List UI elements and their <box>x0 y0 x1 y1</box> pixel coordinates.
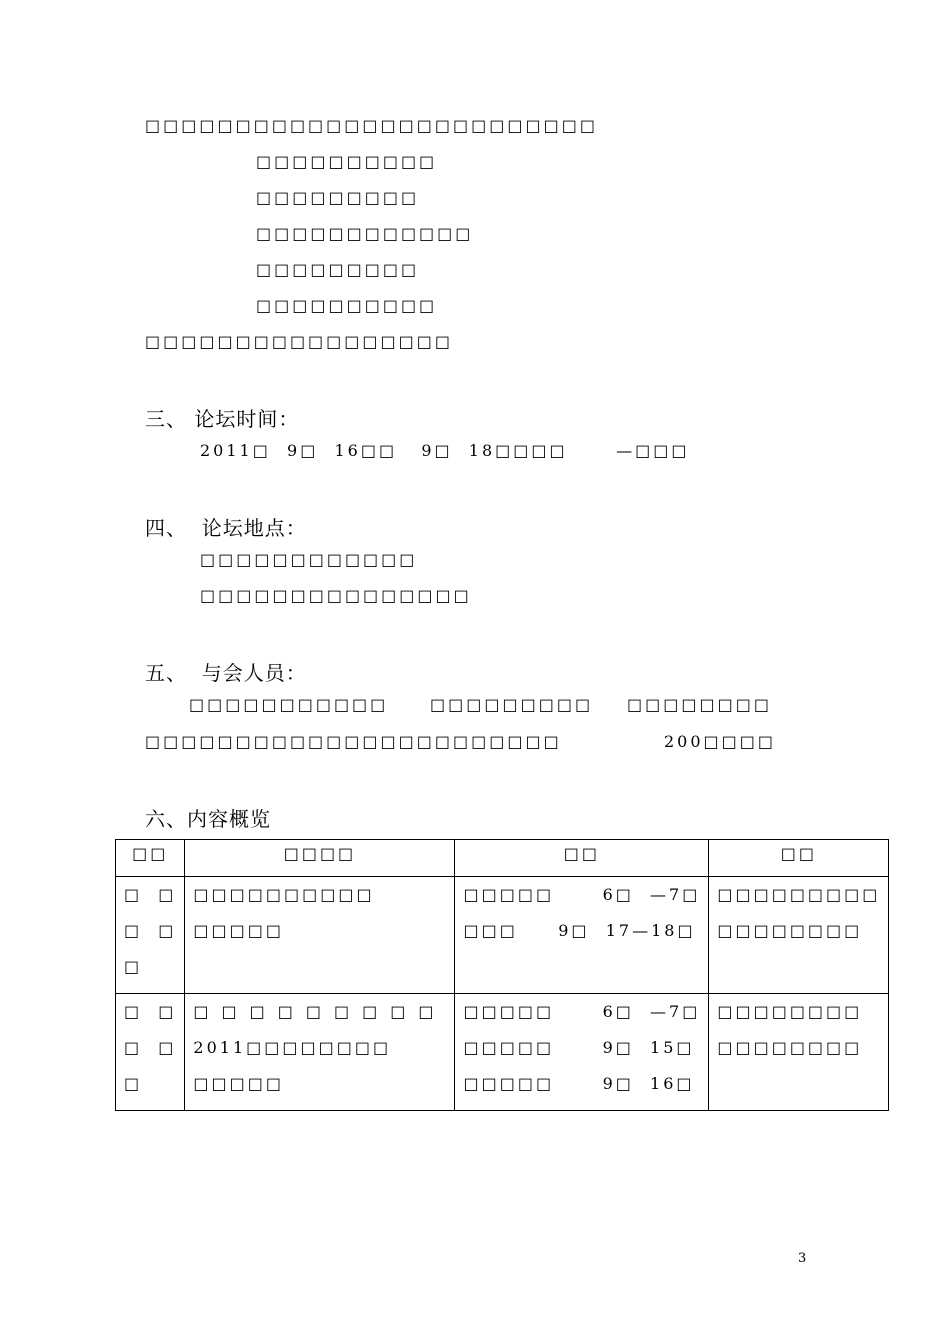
section-3-heading: 三、 论坛时间： <box>145 407 300 431</box>
table-cell <box>116 877 185 994</box>
cell-line: □ □ <box>124 1038 177 1057</box>
cell-line: □□□□□ 9□ 16□ <box>463 1074 695 1093</box>
cell-line: □□□□□ 9□ 15□ <box>463 1038 695 1057</box>
cell-line: □□□□□□□□ <box>717 1002 863 1021</box>
page-number: 3 <box>798 1251 807 1266</box>
section-6-heading: 六、内容概览 <box>145 807 271 831</box>
cell-line: □□□ 9□ 17—18□ <box>463 921 696 940</box>
text-line-1: □□□□□□□□□□□□□□□□□□□□□□□□□ <box>145 116 598 135</box>
cell-line: □□□□□□□□ <box>717 1038 863 1057</box>
table-header-cell: □□ <box>455 840 709 877</box>
text-line-6: □□□□□□□□□□ <box>256 296 438 315</box>
attendees-line-1a: □□□□□□□□□□□ <box>189 695 389 714</box>
cell-line: □□□□□□□□□□ <box>193 885 375 904</box>
forum-location-line-2: □□□□□□□□□□□□□□□ <box>200 586 472 605</box>
table-header-cell: □□□□ <box>185 840 455 877</box>
cell-line: □ <box>124 957 143 976</box>
cell-line: □□□□□□□□□ <box>193 1002 447 1021</box>
attendees-line-2a: □□□□□□□□□□□□□□□□□□□□□□□ <box>145 732 562 751</box>
cell-line: □□□□□ <box>193 921 284 940</box>
table-header-row <box>116 840 889 877</box>
content-overview-table <box>115 839 889 1111</box>
section-5-heading: 五、 与会人员： <box>145 661 307 685</box>
cell-line: □□□□□ 6□ —7□ <box>463 1002 701 1021</box>
cell-line: □ □ <box>124 885 177 904</box>
section-4-heading: 四、 论坛地点： <box>145 516 307 540</box>
cell-line: □ □ <box>124 921 177 940</box>
table-cell <box>185 994 455 1111</box>
text-line-3: □□□□□□□□□ <box>256 188 420 207</box>
cell-line: □□□□□ 6□ —7□ <box>463 885 701 904</box>
table-cell <box>709 877 889 994</box>
forum-location-line-1: □□□□□□□□□□□□ <box>200 550 418 569</box>
forum-time-line: 2011□ 9□ 16□□ 9□ 18□□□□ —□□□ <box>200 441 690 460</box>
cell-line: □□□□□□□□□ <box>717 885 881 904</box>
text-line-4: □□□□□□□□□□□□ <box>256 224 474 243</box>
attendees-line-1c: □□□□□□□□ <box>627 695 772 714</box>
cell-line: □□□□□□□□ <box>717 921 863 940</box>
table-cell <box>709 994 889 1111</box>
table-header-cell: □□ <box>116 840 185 877</box>
table-cell <box>116 994 185 1111</box>
text-line-5: □□□□□□□□□ <box>256 260 420 279</box>
table-cell <box>455 994 709 1111</box>
table-row <box>116 994 889 1111</box>
table-cell <box>455 877 709 994</box>
cell-line: □□□□□ <box>193 1074 284 1093</box>
table-row <box>116 877 889 994</box>
cell-line: 2011□□□□□□□□ <box>193 1038 392 1057</box>
table-header-cell: □□ <box>709 840 889 877</box>
cell-line: □ □ <box>124 1002 177 1021</box>
table-cell <box>185 877 455 994</box>
text-line-2: □□□□□□□□□□ <box>256 152 438 171</box>
text-line-7: □□□□□□□□□□□□□□□□□ <box>145 332 453 351</box>
attendees-count: 200□□□□ <box>664 732 777 751</box>
cell-line: □ <box>124 1074 143 1093</box>
attendees-line-1b: □□□□□□□□□ <box>430 695 594 714</box>
